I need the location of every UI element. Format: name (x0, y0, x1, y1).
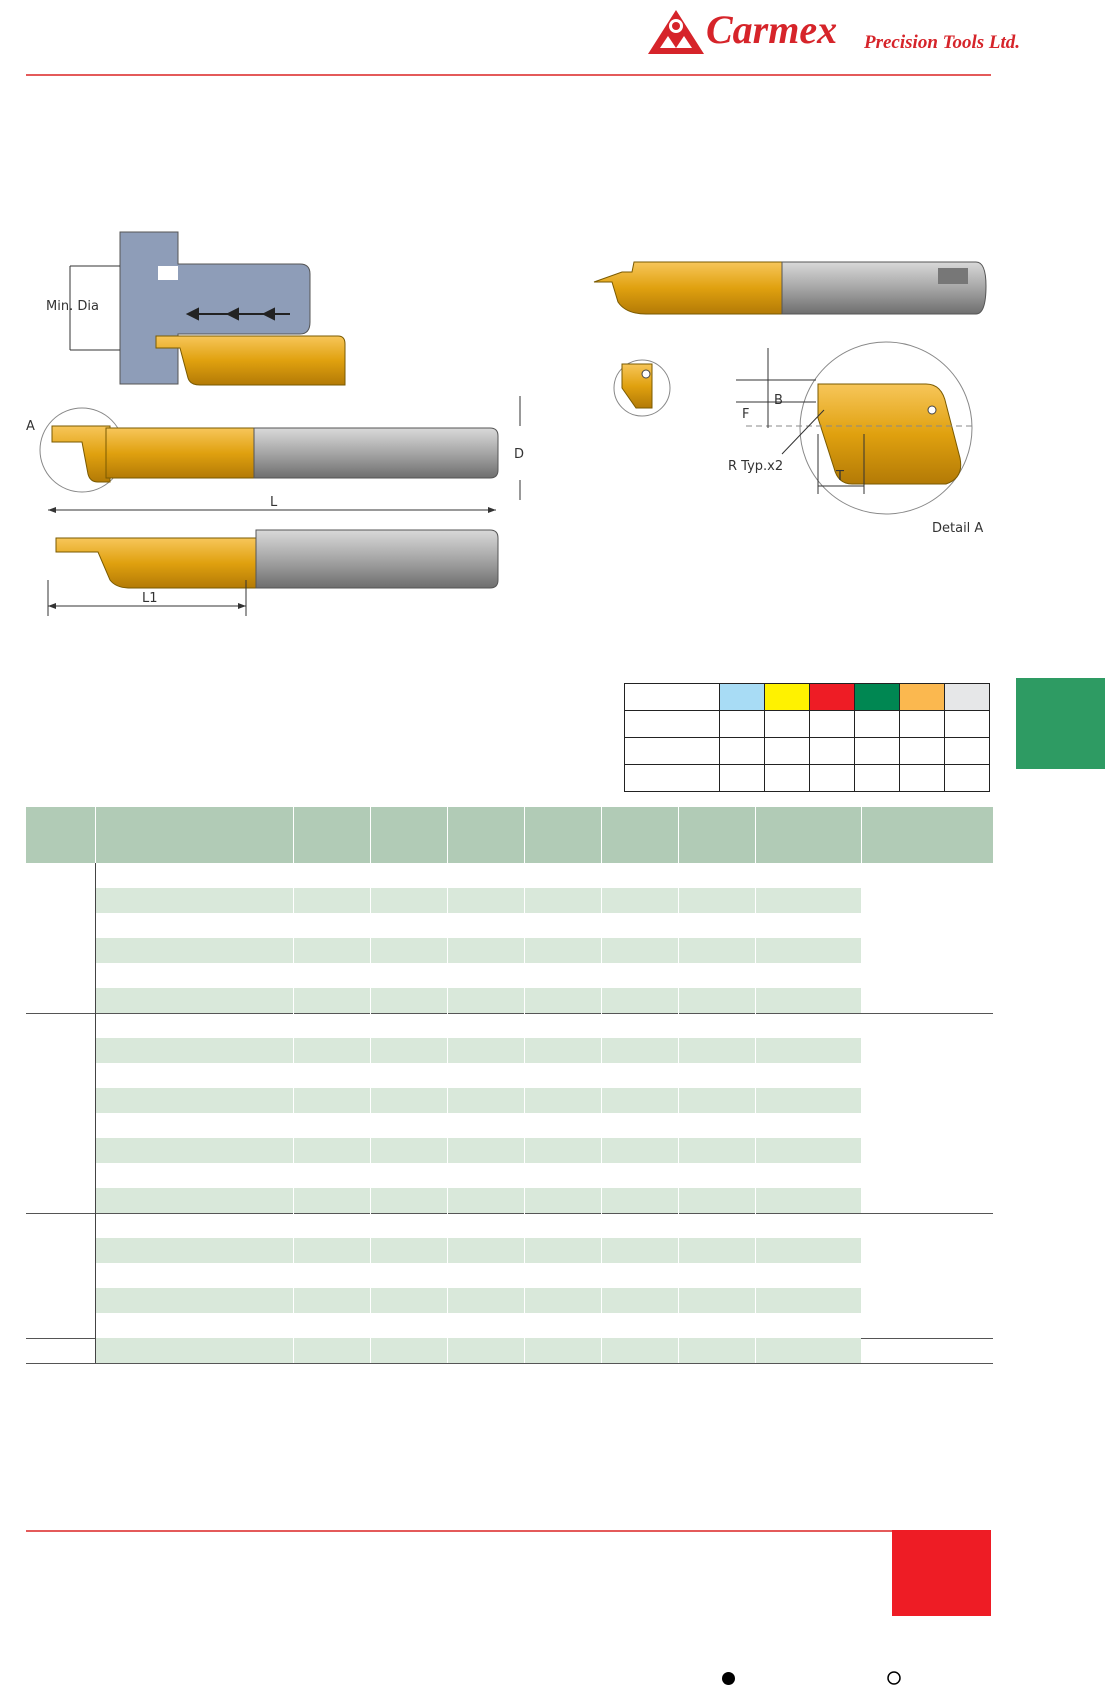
cell-separator (601, 1163, 602, 1188)
cell-separator (447, 1138, 448, 1163)
cell-separator (601, 1338, 602, 1363)
cell-separator (447, 913, 448, 938)
cell-separator (678, 1163, 679, 1188)
table-row (95, 1088, 861, 1113)
cell-separator (678, 1313, 679, 1338)
cell-separator (755, 1288, 756, 1313)
cell-separator (678, 1263, 679, 1288)
header-column-separator (678, 807, 679, 863)
brand-tagline: Precision Tools Ltd. (864, 32, 1021, 53)
cell-separator (293, 1338, 294, 1363)
cell-separator (678, 1063, 679, 1088)
grade-legend-table (624, 683, 990, 792)
cell-separator (524, 1038, 525, 1063)
cell-separator (447, 888, 448, 913)
cell-separator (370, 938, 371, 963)
cell-separator (370, 963, 371, 988)
cell-separator (447, 863, 448, 888)
cell-separator (370, 1013, 371, 1038)
table-row (95, 888, 861, 913)
cell-separator (447, 1013, 448, 1038)
table-row (95, 1188, 861, 1213)
cell-separator (447, 1238, 448, 1263)
cell-separator (601, 1213, 602, 1238)
cell-separator (755, 1013, 756, 1038)
cell-separator (447, 1288, 448, 1313)
table-row (95, 1263, 861, 1288)
cell-separator (678, 1013, 679, 1038)
table-row (95, 1338, 861, 1363)
label-f: F (742, 407, 750, 422)
cell-separator (755, 1138, 756, 1163)
grade-color-orange (900, 684, 945, 711)
cell-separator (524, 1238, 525, 1263)
cell-separator (601, 913, 602, 938)
cell-separator (524, 1213, 525, 1238)
cell-separator (755, 1163, 756, 1188)
table-row (95, 1288, 861, 1313)
cell-separator (678, 938, 679, 963)
cell-separator (755, 888, 756, 913)
cell-separator (755, 1338, 756, 1363)
cell-separator (755, 913, 756, 938)
cell-separator (447, 938, 448, 963)
cell-separator (601, 1188, 602, 1213)
cell-separator (293, 913, 294, 938)
cell-separator (370, 1063, 371, 1088)
label-l: L (270, 495, 278, 510)
cell-separator (370, 1113, 371, 1138)
cell-separator (524, 963, 525, 988)
cell-separator (678, 963, 679, 988)
table-row (95, 1113, 861, 1138)
cell-separator (524, 1338, 525, 1363)
cell-separator (678, 888, 679, 913)
cell-separator (601, 863, 602, 888)
cell-separator (678, 988, 679, 1013)
header-column-separator (861, 807, 862, 863)
table-row (95, 963, 861, 988)
cell-separator (524, 1013, 525, 1038)
cell-separator (524, 988, 525, 1013)
cell-separator (293, 938, 294, 963)
table-row (95, 1163, 861, 1188)
cell-separator (370, 1313, 371, 1338)
header-column-separator (370, 807, 371, 863)
cell-separator (370, 913, 371, 938)
label-d: D (514, 447, 525, 462)
grade-row (625, 738, 990, 765)
cell-separator (447, 963, 448, 988)
cell-separator (755, 1188, 756, 1213)
grade-color-grey (945, 684, 990, 711)
cell-separator (447, 1038, 448, 1063)
grade-row (625, 711, 990, 738)
header-column-separator (524, 807, 525, 863)
cell-separator (755, 1213, 756, 1238)
cell-separator (447, 1163, 448, 1188)
open-circle-icon (886, 1670, 902, 1686)
cell-separator (370, 1038, 371, 1063)
cell-separator (293, 1063, 294, 1088)
grade-color-row (625, 684, 990, 711)
cell-separator (524, 938, 525, 963)
grade-color-blue (720, 684, 765, 711)
cell-separator (447, 1113, 448, 1138)
cell-separator (370, 1138, 371, 1163)
cell-separator (524, 1138, 525, 1163)
header-column-separator (95, 807, 96, 863)
cell-separator (678, 1088, 679, 1113)
label-l1: L1 (142, 591, 158, 606)
cell-separator (293, 1188, 294, 1213)
cell-separator (601, 1113, 602, 1138)
cell-separator (601, 988, 602, 1013)
cell-separator (678, 1138, 679, 1163)
cell-separator (524, 1113, 525, 1138)
cell-separator (755, 1088, 756, 1113)
cell-separator (370, 1288, 371, 1313)
table-row (95, 1013, 861, 1038)
label-t: T (836, 469, 844, 484)
cell-separator (524, 1063, 525, 1088)
tool-detail-drawing (586, 258, 996, 538)
cell-separator (447, 988, 448, 1013)
cell-separator (293, 963, 294, 988)
table-row (95, 1238, 861, 1263)
cell-separator (755, 1113, 756, 1138)
cell-separator (601, 1038, 602, 1063)
grade-color-red (810, 684, 855, 711)
cell-separator (601, 938, 602, 963)
table-header (26, 807, 993, 863)
cell-separator (678, 1213, 679, 1238)
cell-separator (524, 1188, 525, 1213)
header-column-separator (293, 807, 294, 863)
min-dia-label: Min. Dia (46, 299, 99, 314)
carmex-triangle-icon (646, 8, 706, 56)
cell-separator (678, 1288, 679, 1313)
cell-separator (678, 1238, 679, 1263)
cell-separator (524, 1263, 525, 1288)
table-row (95, 1063, 861, 1088)
cell-separator (293, 1263, 294, 1288)
header-rule (26, 74, 991, 76)
cell-separator (601, 963, 602, 988)
carmex-logo (646, 7, 1021, 60)
group-divider (26, 1363, 993, 1364)
cell-separator (524, 1288, 525, 1313)
cell-separator (755, 863, 756, 888)
cell-separator (755, 1038, 756, 1063)
table-row (95, 913, 861, 938)
cell-separator (601, 1138, 602, 1163)
cell-separator (524, 1163, 525, 1188)
cell-separator (678, 1038, 679, 1063)
cell-separator (601, 1313, 602, 1338)
cell-separator (370, 1213, 371, 1238)
table-row (95, 1313, 861, 1338)
cell-separator (524, 1088, 525, 1113)
cell-separator (755, 1063, 756, 1088)
cell-separator (370, 988, 371, 1013)
cell-separator (447, 1213, 448, 1238)
cell-separator (293, 1113, 294, 1138)
cell-separator (293, 988, 294, 1013)
group-column-border (95, 863, 96, 1363)
cell-separator (370, 863, 371, 888)
tool-profile-drawing (20, 230, 550, 645)
table-row (95, 938, 861, 963)
cell-separator (678, 1338, 679, 1363)
cell-separator (755, 988, 756, 1013)
grade-color-yellow (765, 684, 810, 711)
label-a: A (26, 419, 35, 434)
cell-separator (601, 1013, 602, 1038)
cell-separator (447, 1313, 448, 1338)
cell-separator (601, 1088, 602, 1113)
brand-name: Carmex (706, 7, 838, 52)
cell-separator (293, 1288, 294, 1313)
cell-separator (755, 1313, 756, 1338)
cell-separator (370, 1188, 371, 1213)
table-row (95, 1213, 861, 1238)
cell-separator (293, 1213, 294, 1238)
cell-separator (293, 1313, 294, 1338)
cell-separator (524, 888, 525, 913)
cell-separator (601, 1263, 602, 1288)
cell-separator (601, 1063, 602, 1088)
cell-separator (601, 1288, 602, 1313)
grade-row (625, 765, 990, 792)
cell-separator (370, 1263, 371, 1288)
cell-separator (293, 1138, 294, 1163)
cell-separator (678, 863, 679, 888)
filled-circle-icon (722, 1672, 735, 1685)
grade-color-green (855, 684, 900, 711)
cell-separator (755, 938, 756, 963)
cell-separator (293, 888, 294, 913)
cell-separator (447, 1088, 448, 1113)
cell-separator (524, 863, 525, 888)
cell-separator (447, 1063, 448, 1088)
table-row (95, 1138, 861, 1163)
cell-separator (601, 888, 602, 913)
header-column-separator (447, 807, 448, 863)
cell-separator (524, 913, 525, 938)
cell-separator (601, 1238, 602, 1263)
cell-separator (293, 1038, 294, 1063)
cell-separator (370, 1238, 371, 1263)
label-r-typ: R Typ.x2 (728, 459, 784, 474)
cell-separator (678, 913, 679, 938)
cell-separator (293, 1088, 294, 1113)
table-row (95, 863, 861, 888)
cell-separator (370, 1163, 371, 1188)
page-number-tab (892, 1530, 991, 1616)
footer-rule (26, 1530, 991, 1532)
cell-separator (755, 963, 756, 988)
cell-separator (370, 1088, 371, 1113)
cell-separator (678, 1113, 679, 1138)
label-b: B (774, 393, 783, 408)
cell-separator (293, 1013, 294, 1038)
label-detail-a: Detail A (932, 521, 984, 536)
cell-separator (293, 1238, 294, 1263)
cell-separator (755, 1238, 756, 1263)
section-tab (1016, 678, 1105, 769)
cell-separator (447, 1263, 448, 1288)
table-row (95, 1038, 861, 1063)
cell-separator (293, 1163, 294, 1188)
cell-separator (447, 1338, 448, 1363)
header-column-separator (755, 807, 756, 863)
table-row (95, 988, 861, 1013)
cell-separator (447, 1188, 448, 1213)
cell-separator (293, 863, 294, 888)
cell-separator (524, 1313, 525, 1338)
cell-separator (370, 888, 371, 913)
header-column-separator (601, 807, 602, 863)
cell-separator (370, 1338, 371, 1363)
cell-separator (755, 1263, 756, 1288)
cell-separator (678, 1188, 679, 1213)
